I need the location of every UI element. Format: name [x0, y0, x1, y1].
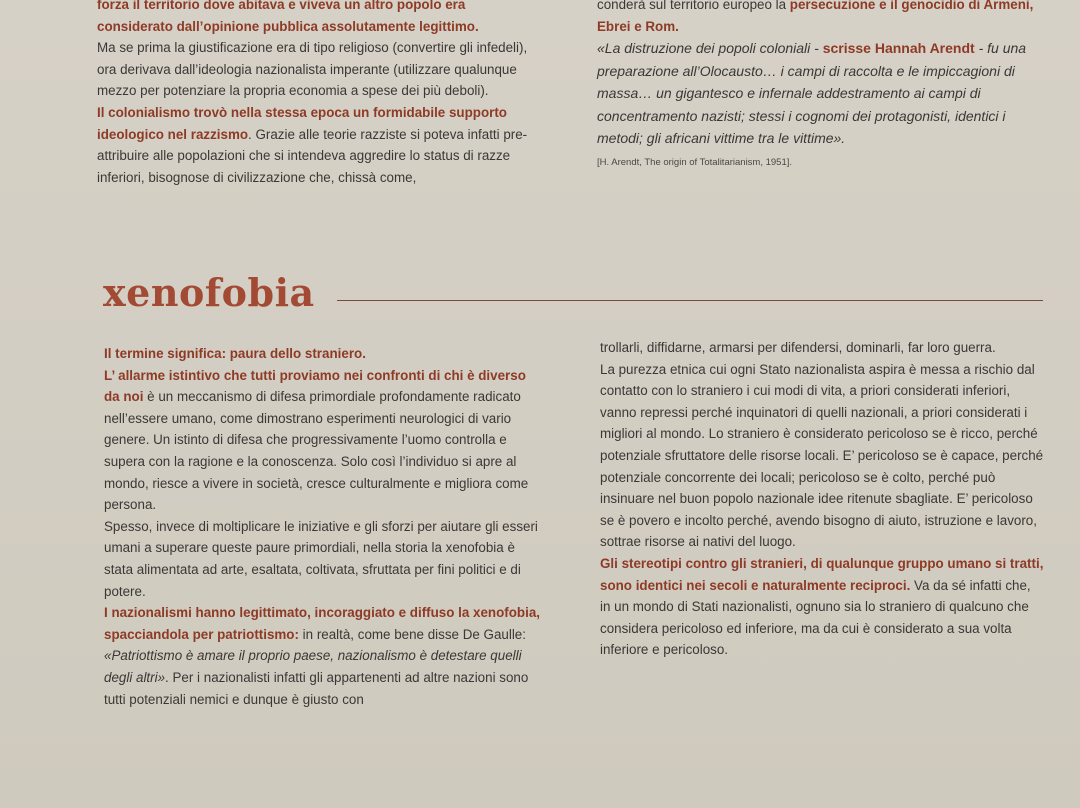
paragraph [104, 365, 540, 516]
bold-text: persecuzione e il genocidio di Armeni, Ebrei e Rom. [597, 0, 1034, 34]
de-gaulle-quote: «Patriottismo è amare il proprio paese, nazionalismo è detestare quelli degli altri» [104, 648, 522, 685]
paragraph [97, 102, 537, 188]
paragraph [600, 337, 1044, 359]
bold-text: forza il territorio dove abitava e viveva un altro popolo era considerato dall’opinione pubblica assolutamente legittimo. [97, 0, 479, 34]
body-text: La purezza etnica cui ogni Stato nazionalista aspira è messa a rischio dal contatto con lo straniero i cui modi di vita, a priori considerati inferiori, vanno repressi perché inquinatori di quelli nazionali, a priori considerati i migliori al mondo. Lo straniero è considerato pericoloso se è ricco, perché potenziale sfruttatore delle risorse locali. E’ pericoloso se è capace, perché potenziale concorrente dei locali; pericoloso se è colto, perché può insinuare nel buon popolo nazionale idee ritenute sbagliate. E’ pericoloso se è povero e incolto perché, avendo bisogno di aiuto, istruzione e lavoro, sottrae risorse ai nativi del luogo. [600, 361, 1044, 550]
body-text: in realtà, come bene disse De Gaulle: [298, 626, 526, 642]
body-text: conderà sul territorio europeo la [597, 0, 790, 12]
quote-text: - fu una preparazione all’Olocausto… i campi di raccolta e le impiccagioni di massa… un gigantesco e infernale addestramento ai campi di concentramento nazisti; stessi i cognomi dei protagonisti, identici i metodi; gli africani vittime tra le vittime». [597, 40, 1027, 147]
section-title: xenofobia [103, 270, 315, 315]
paragraph [597, 0, 1049, 37]
body-text: trollarli, diffidarne, armarsi per difendersi, dominarli, far loro guerra. [600, 340, 996, 355]
body-text: . Per i nazionalisti infatti gli appartenenti ad altre nazioni sono tutti potenziali nemici e dunque è giusto con [104, 669, 529, 707]
citation: [H. Arendt, The origin of Totalitarianism, 1951]. [597, 156, 793, 168]
bold-text: I nazionalismi hanno legittimato, incoraggiato e diffuso la xenofobia, spacciandola per patriottismo: [104, 605, 540, 642]
body-text: è un meccanismo di difesa primordiale profondamente radicato nell’essere umano, come dimostrano esperimenti neurologici di vario genere. Un istinto di difesa che progressivamente l’uomo controlla e supera con la ragione e la conoscenza. Solo così l’individuo si apre al mondo, riesce a vivere in società, cresce culturalmente e migliora come persona. [104, 389, 529, 513]
paragraph [104, 516, 540, 602]
title-divider [337, 300, 1043, 301]
bold-text: Il termine significa: paura dello straniero. [104, 346, 366, 361]
bold-text: L’ allarme istintivo che tutti proviamo nei confronti di chi è diverso da noi [104, 367, 526, 405]
paragraph [600, 359, 1044, 553]
body-text: Spesso, invece di moltiplicare le iniziative e gli sforzi per aiutare gli esseri umani a superare queste paure primordiali, nella storia la xenofobia è stata alimentata ad arte, esaltata, coltivata, sfruttata per fini politici e di potere. [104, 518, 538, 599]
body-text: Ma se prima la giustificazione era di tipo religioso (convertire gli infedeli), ora derivava dall’ideologia nazionalista imperante (utilizzare qualunque mezzo per potenziare la propria economia a spese dei più deboli). [97, 40, 528, 99]
paragraph [97, 0, 537, 37]
top-right-column [597, 0, 1049, 170]
quote-text: «La distruzione dei popoli coloniali - [597, 40, 823, 57]
paragraph [104, 343, 540, 365]
paragraph [97, 37, 537, 102]
arendt-quote [597, 37, 1049, 150]
body-text: . Grazie alle teorie razziste si poteva infatti pre-attribuire alle popolazioni che si intendeva aggredire lo status di razze inferiori, bisognose di civilizzazione che, chissà come, [97, 126, 528, 185]
bottom-right-column [600, 337, 1044, 661]
bottom-left-column [104, 343, 540, 710]
paragraph [600, 553, 1044, 661]
bold-text: Gli stereotipi contro gli stranieri, di qualunque gruppo umano si tratti, sono identici nei secoli e naturalmente reciproci. [600, 555, 1044, 593]
top-left-column [97, 0, 537, 188]
paragraph [104, 602, 540, 710]
body-text: Va da sé infatti che, in un mondo di Stati nazionalisti, ognuno sia lo straniero di qualcuno che considera pericoloso ed inferiore, ma da cui è considerato a sua volta inferiore e pericoloso. [600, 577, 1031, 658]
bold-text: Il colonialismo trovò nella stessa epoca un formidabile supporto ideologico nel razzismo [97, 104, 507, 142]
quote-author: scrisse Hannah Arendt [822, 40, 975, 57]
